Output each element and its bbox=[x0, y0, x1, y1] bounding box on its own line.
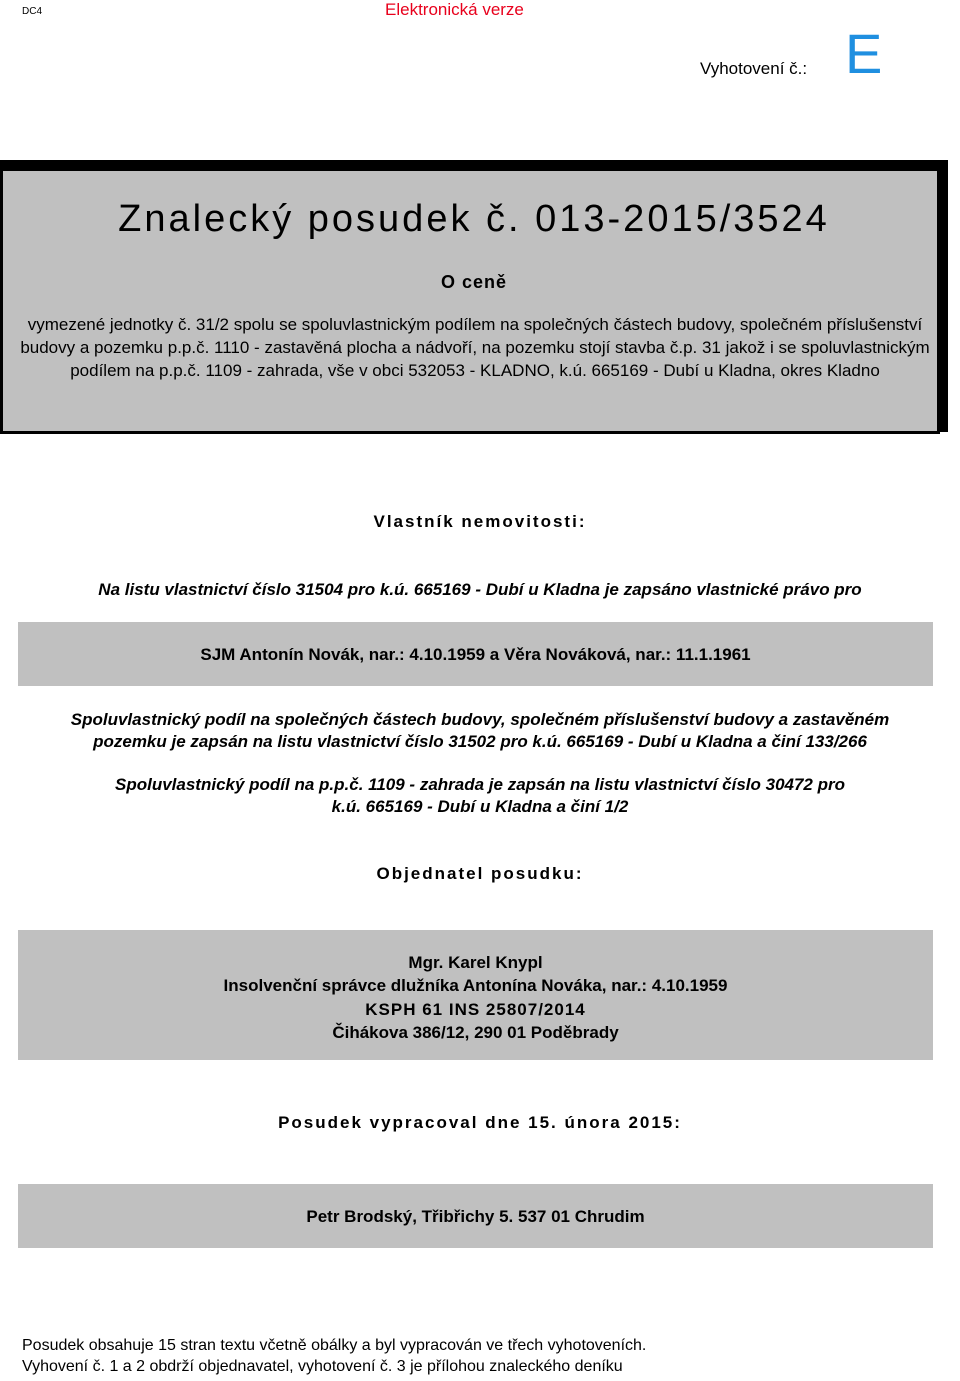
owner-register-text: Na listu vlastnictví číslo 31504 pro k.ú. 665169 - Dubí u Kladna je zapsáno vlastnické právo pro bbox=[98, 580, 862, 599]
document-title: Znalecký posudek č. 013-2015/3524 bbox=[118, 198, 830, 240]
client-case-number: KSPH 61 INS 25807/2014 bbox=[365, 1000, 586, 1019]
copy-letter: E bbox=[845, 22, 883, 85]
author-heading: Posudek vypracoval dne 15. února 2015: bbox=[278, 1113, 682, 1132]
garden-line-1: Spoluvlastnický podíl na p.p.č. 1109 - zahrada je zapsán na listu vlastnictví číslo 30472 pro bbox=[115, 775, 845, 794]
electronic-version-label: Elektronická verze bbox=[385, 0, 524, 19]
document-code: DC4 bbox=[22, 6, 43, 17]
author-name-address: Petr Brodský, Třibřichy 5. 537 01 Chrudim bbox=[306, 1207, 645, 1226]
client-address: Čihákova 386/12, 290 01 Poděbrady bbox=[332, 1023, 619, 1042]
valuation-subject: vymezené jednotky č. 31/2 spolu se spoluvlastnickým podílem na společných částech budovy, společném příslušenství budovy a pozemku p.p.č. 1110 - zastavěná plocha a nádvoří, na pozemku stojí stavba č.p. 31 jakož i se spoluvlastnickým podílem na p.p.č. 1109 - zahrada, vše v obci 532053 - KLADNO, k.ú. 665169 - Dubí u Kladna, okres Kladno bbox=[20, 315, 930, 380]
garden-line-2: k.ú. 665169 - Dubí u Kladna a činí 1/2 bbox=[331, 797, 629, 816]
owners-names: SJM Antonín Novák, nar.: 4.10.1959 a Věra Nováková, nar.: 11.1.1961 bbox=[200, 645, 751, 664]
client-name: Mgr. Karel Knypl bbox=[408, 953, 543, 972]
client-role: Insolvenční správce dlužníka Antonína Nováka, nar.: 4.10.1959 bbox=[223, 976, 728, 995]
client-heading: Objednatel posudku: bbox=[376, 864, 584, 883]
owner-heading: Vlastník nemovitosti: bbox=[373, 512, 587, 531]
document-subtitle: O ceně bbox=[440, 272, 508, 292]
footer-line-1: Posudek obsahuje 15 stran textu včetně obálky a byl vypracován ve třech vyhotoveních. bbox=[22, 1337, 647, 1354]
copy-number-label: Vyhotovení č.: bbox=[700, 59, 808, 78]
footer-line-2: Vyhovení č. 1 a 2 obdrží objednavatel, vyhotovení č. 3 je přílohou znaleckého deníku bbox=[22, 1358, 623, 1375]
share-line-2: pozemku je zapsán na listu vlastnictví číslo 31502 pro k.ú. 665169 - Dubí u Kladna a činí 133/266 bbox=[93, 732, 867, 751]
share-line-1: Spoluvlastnický podíl na společných částech budovy, společném příslušenství budovy a zastavěném bbox=[70, 710, 890, 729]
